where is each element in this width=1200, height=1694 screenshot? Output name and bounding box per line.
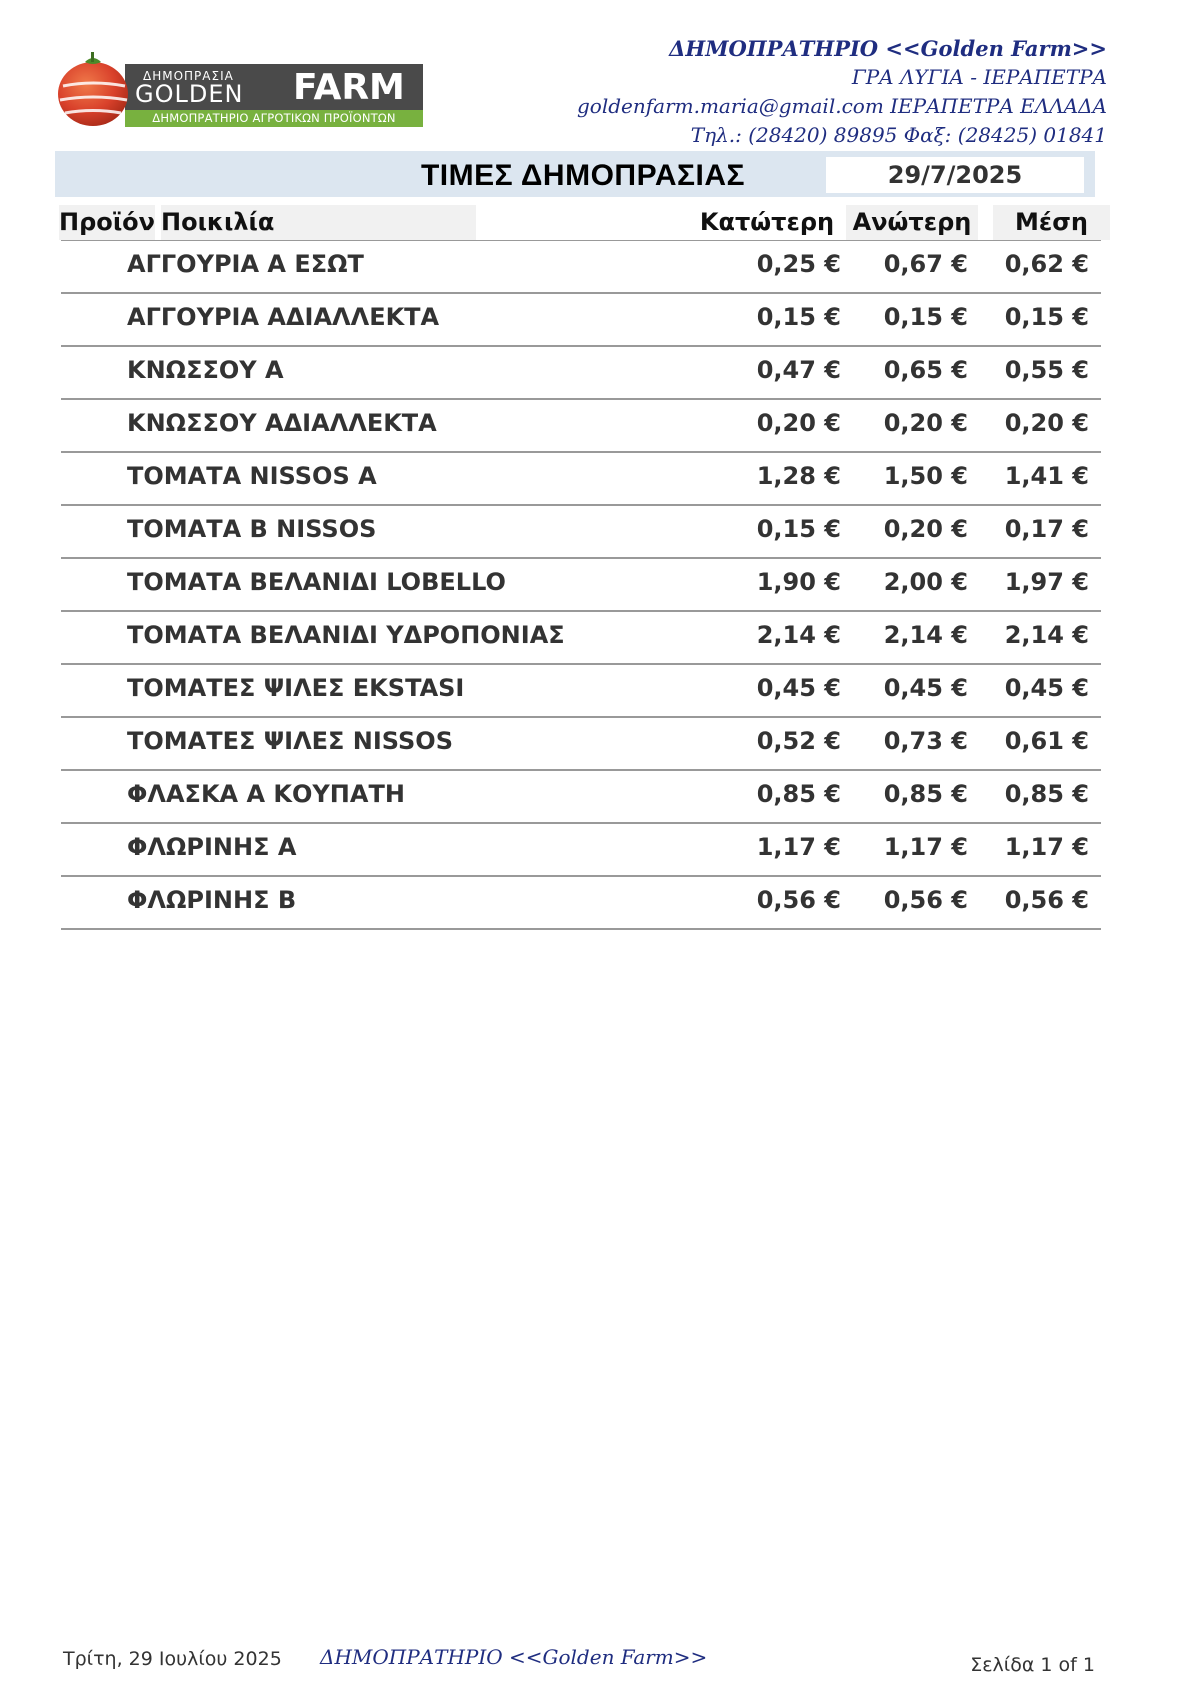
row-variety-name: ΦΛΩΡΙΝΗΣ Α xyxy=(127,833,297,861)
table-row xyxy=(61,506,1101,559)
table-row xyxy=(61,294,1101,347)
row-min-price: 0,47 € xyxy=(756,356,841,384)
company-logo xyxy=(55,50,427,128)
company-name: ΔΗΜΟΠΡΑΤΗΡΙΟ <<Golden Farm>> xyxy=(669,36,1107,61)
row-variety-name: ΦΛΩΡΙΝΗΣ Β xyxy=(127,886,297,914)
row-variety-name: ΤΟΜΑΤΑ ΒΕΛΑΝΙΔΙ ΥΔΡΟΠΟΝΙΑΣ xyxy=(127,621,565,649)
table-row xyxy=(61,400,1101,453)
row-avg-price: 0,85 € xyxy=(1004,780,1089,808)
row-max-price: 0,85 € xyxy=(883,780,968,808)
row-min-price: 1,90 € xyxy=(756,568,841,596)
footer-date: Τρίτη, 29 Ιουλίου 2025 xyxy=(63,1648,282,1670)
logo-farm-text: FARM xyxy=(293,67,405,108)
row-max-price: 0,65 € xyxy=(883,356,968,384)
row-max-price: 0,15 € xyxy=(883,303,968,331)
table-row xyxy=(61,453,1101,506)
row-variety-name: ΑΓΓΟΥΡΙΑ Α ΕΣΩΤ xyxy=(127,250,364,278)
table-row xyxy=(61,771,1101,824)
row-max-price: 1,17 € xyxy=(883,833,968,861)
auction-date: 29/7/2025 xyxy=(826,157,1084,193)
row-variety-name: ΚΝΩΣΣΟΥ Α xyxy=(127,356,284,384)
row-min-price: 1,28 € xyxy=(756,462,841,490)
table-row xyxy=(61,824,1101,877)
row-avg-price: 2,14 € xyxy=(1004,621,1089,649)
table-row xyxy=(61,877,1101,930)
column-header-max: Ανώτερη xyxy=(846,205,978,240)
column-header-min: Κατώτερη xyxy=(698,205,836,240)
column-header-avg: Μέση xyxy=(993,205,1110,240)
row-avg-price: 0,62 € xyxy=(1004,250,1089,278)
row-variety-name: ΚΝΩΣΣΟΥ ΑΔΙΑΛΛΕΚΤΑ xyxy=(127,409,437,437)
row-max-price: 0,45 € xyxy=(883,674,968,702)
table-row xyxy=(61,665,1101,718)
row-min-price: 0,15 € xyxy=(756,515,841,543)
row-avg-price: 1,97 € xyxy=(1004,568,1089,596)
company-email[interactable]: goldenfarm.maria@gmail.com ΙΕΡΑΠΕΤΡΑ ΕΛΛΑΔΑ xyxy=(577,94,1107,118)
row-min-price: 2,14 € xyxy=(756,621,841,649)
row-avg-price: 0,45 € xyxy=(1004,674,1089,702)
row-max-price: 2,00 € xyxy=(883,568,968,596)
row-min-price: 1,17 € xyxy=(756,833,841,861)
row-avg-price: 0,15 € xyxy=(1004,303,1089,331)
footer-company: ΔΗΜΟΠΡΑΤΗΡΙΟ <<Golden Farm>> xyxy=(320,1645,708,1669)
row-max-price: 0,73 € xyxy=(883,727,968,755)
row-avg-price: 0,55 € xyxy=(1004,356,1089,384)
row-avg-price: 0,20 € xyxy=(1004,409,1089,437)
row-avg-price: 1,41 € xyxy=(1004,462,1089,490)
row-min-price: 0,20 € xyxy=(756,409,841,437)
table-row xyxy=(61,347,1101,400)
table-row xyxy=(61,559,1101,612)
row-avg-price: 0,61 € xyxy=(1004,727,1089,755)
row-variety-name: ΤΟΜΑΤΑ Β NISSOS xyxy=(127,515,377,543)
price-table xyxy=(61,240,1101,930)
row-min-price: 0,45 € xyxy=(756,674,841,702)
row-max-price: 0,20 € xyxy=(883,409,968,437)
row-min-price: 0,15 € xyxy=(756,303,841,331)
row-variety-name: ΤΟΜΑΤΑ ΒΕΛΑΝΙΔΙ LOBELLO xyxy=(127,568,506,596)
row-avg-price: 0,17 € xyxy=(1004,515,1089,543)
row-max-price: 1,50 € xyxy=(883,462,968,490)
column-header-product: Προϊόν xyxy=(59,205,155,240)
row-avg-price: 1,17 € xyxy=(1004,833,1089,861)
row-min-price: 0,52 € xyxy=(756,727,841,755)
row-min-price: 0,25 € xyxy=(756,250,841,278)
row-avg-price: 0,56 € xyxy=(1004,886,1089,914)
row-max-price: 0,56 € xyxy=(883,886,968,914)
row-variety-name: ΤΟΜΑΤΕΣ ΨΙΛΕΣ EKSTASI xyxy=(127,674,465,702)
company-phone: Τηλ.: (28420) 89895 Φαξ: (28425) 01841 xyxy=(690,123,1107,147)
row-min-price: 0,85 € xyxy=(756,780,841,808)
table-row xyxy=(61,612,1101,665)
column-header-variety: Ποικιλία xyxy=(161,205,476,240)
company-info xyxy=(577,34,1107,150)
logo-tagline: ΔΗΜΟΠΡΑΤΗΡΙΟ ΑΓΡΟΤΙΚΩΝ ΠΡΟΪΟΝΤΩΝ xyxy=(125,110,423,127)
logo-small-text: ΔΗΜΟΠΡΑΣΙΑ xyxy=(143,69,234,83)
row-max-price: 2,14 € xyxy=(883,621,968,649)
row-variety-name: ΦΛΑΣΚΑ Α ΚΟΥΠΑΤΗ xyxy=(127,780,405,808)
row-max-price: 0,67 € xyxy=(883,250,968,278)
page-title: ΤΙΜΕΣ ΔΗΜΟΠΡΑΣΙΑΣ xyxy=(420,159,746,192)
table-row xyxy=(61,240,1101,294)
title-bar xyxy=(55,151,1095,197)
company-address: ΓΡΑ ΛΥΓΙΑ - ΙΕΡΑΠΕΤΡΑ xyxy=(851,65,1107,89)
row-variety-name: ΑΓΓΟΥΡΙΑ ΑΔΙΑΛΛΕΚΤΑ xyxy=(127,303,440,331)
row-min-price: 0,56 € xyxy=(756,886,841,914)
row-max-price: 0,20 € xyxy=(883,515,968,543)
row-variety-name: ΤΟΜΑΤΕΣ ΨΙΛΕΣ NISSOS xyxy=(127,727,453,755)
logo-golden-text: GOLDEN xyxy=(135,80,244,108)
row-variety-name: ΤΟΜΑΤΑ NISSOS A xyxy=(127,462,377,490)
footer-page-number: Σελίδα 1 of 1 xyxy=(970,1654,1095,1676)
table-row xyxy=(61,718,1101,771)
